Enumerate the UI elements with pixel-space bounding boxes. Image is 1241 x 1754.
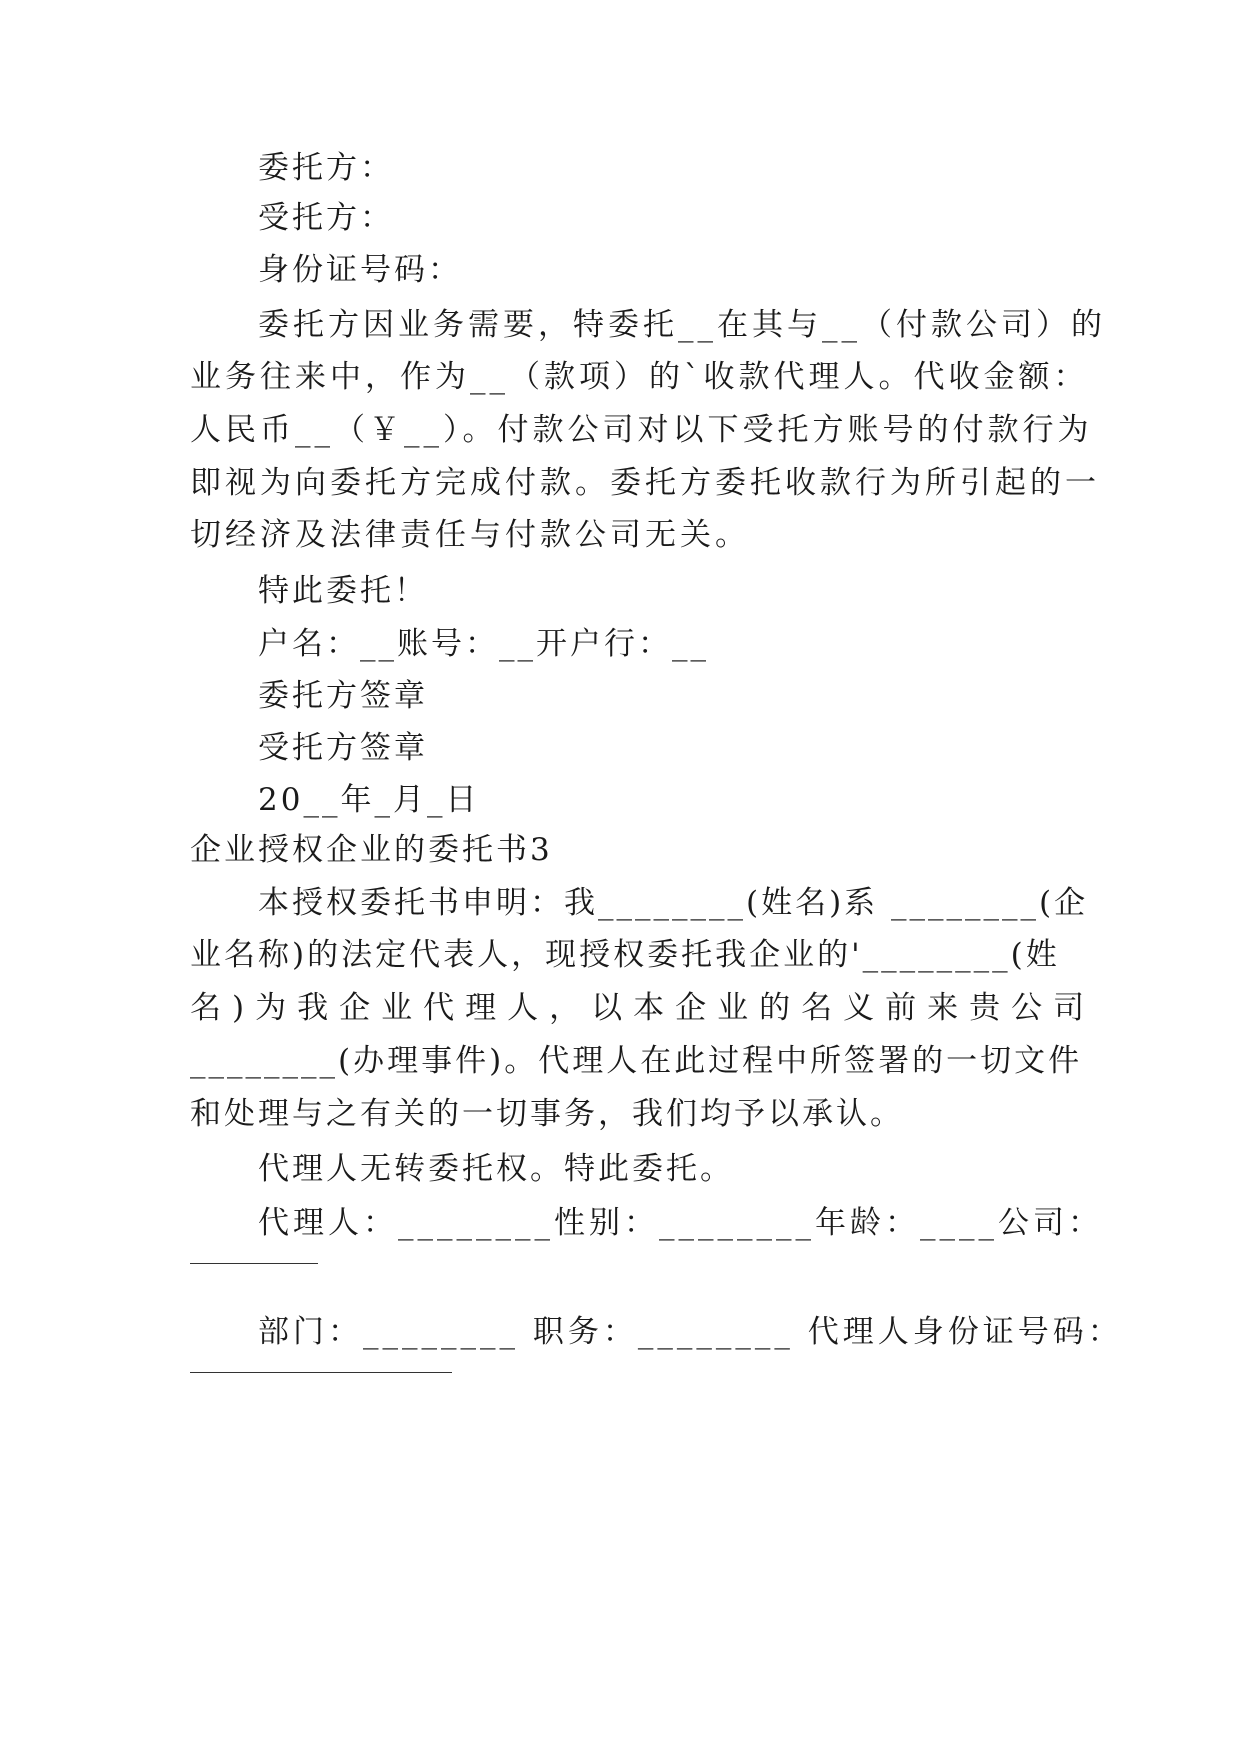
body-paragraph-line: 委托方因业务需要，特委托__在其与__（付款公司）的 — [258, 307, 1106, 343]
authorization-line: 名)为我企业代理人，以本企业的名义前来贵公司 — [190, 990, 1096, 1026]
section-title: 企业授权企业的委托书3 — [190, 832, 553, 868]
client-seal-label: 委托方签章 — [258, 678, 428, 714]
agent-info-line: 代理人：________性别：________年龄：____公司： — [258, 1205, 1103, 1241]
body-paragraph-line: 切经济及法律责任与付款公司无关。 — [190, 517, 750, 553]
authorization-line: 和处理与之有关的一切事务，我们均予以承认。 — [190, 1096, 904, 1132]
authorization-line: 本授权委托书申明：我________(姓名)系 ________(企 — [258, 885, 1089, 921]
closing-text: 特此委托！ — [258, 573, 428, 609]
authorization-line: ________(办理事件)。代理人在此过程中所签署的一切文件 — [190, 1043, 1083, 1079]
account-info: 户名：__账号：__开户行：__ — [258, 626, 709, 662]
body-paragraph-line: 人民币__（￥__）。付款公司对以下受托方账号的付款行为 — [190, 412, 1093, 448]
agent-label: 受托方： — [258, 200, 394, 236]
department-info-line: 部门：________ 职务：________ 代理人身份证号码： — [258, 1314, 1123, 1350]
id-number-label: 身份证号码： — [258, 252, 462, 288]
agent-seal-label: 受托方签章 — [258, 730, 428, 766]
blank-underline — [190, 1372, 452, 1373]
blank-underline — [190, 1263, 318, 1264]
authorization-line: 业名称)的法定代表人，现授权委托我企业的'________(姓 — [190, 937, 1060, 973]
body-paragraph-line: 即视为向委托方完成付款。委托方委托收款行为所引起的一 — [190, 465, 1100, 501]
body-paragraph-line: 业务往来中，作为__（款项）的`收款代理人。代收金额： — [190, 359, 1089, 395]
date-line: 20__年_月_日 — [258, 782, 480, 818]
no-transfer-text: 代理人无转委托权。特此委托。 — [258, 1151, 734, 1187]
client-label: 委托方： — [258, 150, 394, 186]
